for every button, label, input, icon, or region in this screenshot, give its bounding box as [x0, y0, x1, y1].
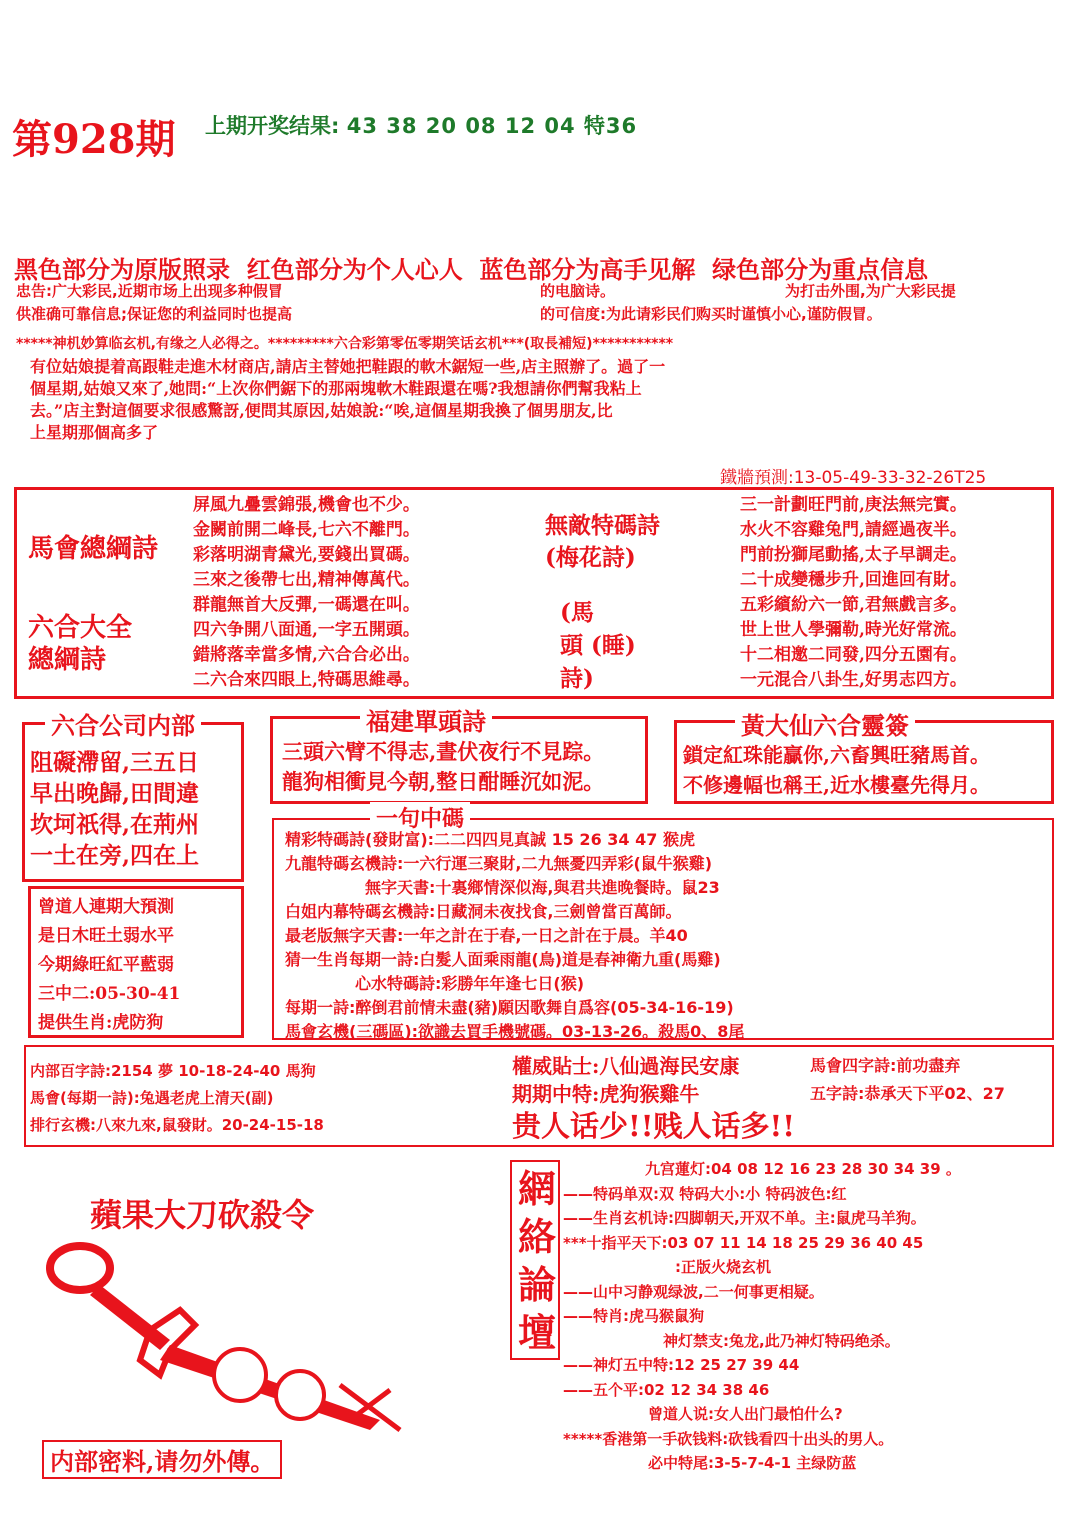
huang-title: 黃大仙六合靈簽: [735, 706, 915, 741]
liuhe-company-line: 坎坷祇得,在荊州: [30, 811, 200, 838]
center-poem-line: 無敵特碼詩: [545, 512, 660, 539]
liuhe-company-line: 一土在旁,四在上: [30, 842, 200, 869]
liuhe-company-line: 早出晚歸,田間違: [30, 780, 200, 807]
forum-line: ——特肖:虎马猴鼠狗: [563, 1307, 704, 1325]
authority-line1-left: 權威貼士:八仙過海民安康: [512, 1054, 740, 1078]
joke-line: 上星期那個高多了: [30, 423, 159, 442]
label-liuhe-line: 六合大全: [28, 613, 133, 643]
one-sentence-line: 心水特碼詩:彩勝年年逢七日(猴): [355, 974, 585, 993]
apple-footer: 内部密料,请勿外傳。: [42, 1440, 282, 1479]
poem-line: 門前扮獅尾動搖,太子早調走。: [740, 545, 967, 565]
poem-line: 一元混合八卦生,好男志四方。: [740, 670, 967, 690]
sword-illustration: [20, 1230, 440, 1440]
center-horse-line: 頭 (睡): [560, 632, 636, 659]
inner-lines: [30, 1058, 324, 1139]
label-horse-poem: 馬會總綱詩: [28, 534, 159, 564]
one-sentence-line: 馬會玄機(三碼區):欲識去買手機號碼。03-13-26。殺馬0、8尾: [285, 1022, 745, 1041]
zeng-line: 三中二:05-30-41: [38, 984, 181, 1004]
joke-line: 去。”店主對這個要求很感驚訝,便問其原因,姑娘說:“唉,這個星期我換了個男朋友,比: [30, 401, 613, 420]
sword-grip: [90, 1285, 170, 1350]
forum-line: ***十指平天下:03 07 11 14 18 25 29 36 40 45: [563, 1233, 924, 1252]
authority-line2-left: 期期中特:虎狗猴雞牛: [512, 1082, 700, 1106]
poem-line: 屏風九疊雲錦張,機會也不少。: [193, 495, 420, 515]
one-sentence-line: 無字天書:十裏鄉情深似海,與君共進晚餐時。鼠23: [365, 878, 720, 897]
legend-green: 绿色部分为重点信息: [712, 256, 929, 284]
authority-line1-right: 馬會四字詩:前功盡弃: [810, 1056, 961, 1075]
center-poem-line: (梅花詩): [545, 544, 636, 571]
liuhe-company-title: 六合公司内部: [45, 706, 201, 741]
fujian-title: 福建單頭詩: [360, 702, 492, 737]
center-horse-line: 詩): [560, 665, 594, 692]
huang-lines: [683, 740, 990, 800]
last-result: [205, 110, 637, 140]
fujian-lines: [282, 737, 604, 797]
forum-title-char: 網: [517, 1166, 556, 1211]
zeng-line: 提供生肖:虎防狗: [38, 1013, 164, 1033]
one-sentence-line: 每期一詩:醉倒君前情未盡(豬)願因歌舞自爲容(05-34-16-19): [285, 998, 734, 1017]
notice-line1-mid: 的电脑诗。: [540, 282, 616, 300]
forum-line: ——五个平:02 12 34 38 46: [563, 1380, 770, 1399]
apple-title: 蘋果大刀砍殺令: [90, 1196, 315, 1234]
forum-title-char: 絡: [517, 1214, 556, 1259]
inner-line: 馬會(每期一詩):兔遇老虎上清天(副): [30, 1089, 274, 1107]
forum-line: 必中特尾:3-5-7-4-1 主绿防蓝: [648, 1454, 857, 1472]
authority-line2-right: 五字詩:恭承天下平02、27: [810, 1084, 1005, 1103]
huang-line: 鎖定紅珠能贏你,六畜興旺豬馬首。: [683, 743, 990, 767]
one-sentence-line: 猜一生肖每期一詩:白髮人面乘雨龍(鳥)道是春神衛九重(馬雞): [285, 950, 721, 969]
poem-line: 二十成變穩步升,回進回有財。: [740, 570, 967, 590]
poem-line: 群龍無首大反彈,一碼還在叫。: [193, 595, 420, 615]
zeng-line: 今期綠旺紅平藍弱: [38, 955, 174, 975]
huang-line: 不修邊幅也稱王,近水樓臺先得月。: [683, 773, 990, 797]
zeng-line: 是日木旺土弱水平: [38, 926, 174, 946]
one-sentence-lines: [285, 828, 744, 1044]
poem-line: 彩落明湖青黛光,要錢出買碼。: [193, 545, 420, 565]
zeng-title: 曾道人連期大預測: [38, 897, 174, 917]
notice-line2-mid: 的可信度:为此请彩民们购买时谨慎小心,谨防假冒。: [540, 305, 882, 323]
label-liuhe-poem: [28, 612, 132, 676]
last-result-numbers: 43 38 20 08 12 04 特36: [346, 114, 638, 138]
forum-line: *****香港第一手砍钱料:砍钱看四十出头的男人。: [563, 1429, 894, 1448]
last-result-label: 上期开奖结果:: [205, 114, 340, 138]
legend-blue: 蓝色部分为高手见解: [479, 256, 696, 284]
legend-red: 红色部分为个人心人: [246, 256, 463, 284]
forum-line: 九宫蓮灯:04 08 12 16 23 28 30 34 39 。: [645, 1160, 961, 1178]
poem-right-lines: [740, 493, 967, 693]
notice-line1-left: 忠告:广大彩民,近期市场上出现多种假冒: [16, 282, 283, 300]
joke-line: 有位姑娘提着高跟鞋走進木材商店,請店主替她把鞋跟的軟木鋸短一些,店主照辦了。過了一: [30, 357, 666, 376]
forum-line: ——特码单双:双 特码大小:小 特码波色:红: [563, 1184, 847, 1203]
liuhe-company-lines: [30, 747, 199, 871]
joke-line: 個星期,姑娘又來了,她問:“上次你們鋸下的那兩塊軟木鞋跟還在嗎?我想請你們幫我粘上: [30, 379, 642, 398]
prediction: 鐵牆預測:13-05-49-33-32-26T25: [720, 468, 987, 488]
inner-line: 排行玄機:八來九來,鼠發財。20-24-15-18: [30, 1116, 324, 1134]
notice-line1-right: 为打击外围,为广大彩民提: [785, 282, 956, 300]
joke-heading: *****神机妙算临玄机,有缘之人必得之。*********六合彩第零伍零期笑话玄机***(取長補短)***********: [16, 336, 674, 352]
forum-title-char: 壇: [517, 1310, 556, 1355]
forum-line: ——生肖玄机诗:四脚朝天,开双不单。主:鼠虎马羊狗。: [563, 1209, 926, 1227]
poem-line: 錯將落幸當多情,六合合必出。: [193, 645, 420, 665]
center-horse-line: (馬: [560, 599, 594, 626]
forum-lines: [563, 1157, 961, 1476]
poem-line: 二六合來四眼上,特碼思維尋。: [193, 670, 420, 690]
sword-pommel: [50, 1246, 110, 1290]
fujian-line: 龍狗相衝見今朝,整日酣睡沉如泥。: [282, 769, 605, 794]
one-sentence-line: 白姐内幕特碼玄機詩:日藏洞未夜找食,三劍曾當百萬師。: [285, 902, 682, 921]
poem-line: 金闕前開二峰長,七六不離門。: [193, 520, 420, 540]
one-sentence-title: 一句中碼: [370, 802, 470, 833]
forum-line: :正版火烧玄机: [675, 1258, 771, 1276]
fujian-line: 三頭六臂不得志,晝伏夜行不見踪。: [282, 739, 605, 764]
zeng-lines: [38, 893, 180, 1038]
forum-line: ——神灯五中特:12 25 27 39 44: [563, 1356, 800, 1374]
poem-line: 四六争開八面通,一字五開頭。: [193, 620, 420, 640]
joke-body: [30, 356, 665, 444]
poem-line: 三來之後帶七出,精神傳萬代。: [193, 570, 420, 590]
forum-line: ——山中习静观绿波,二一何事更相疑。: [563, 1282, 824, 1301]
forum-title-char: 論: [517, 1262, 556, 1307]
poem-line: 世上世人學彌勒,時光好常流。: [740, 620, 967, 640]
notice-line2-left: 供准确可靠信息;保证您的利益同时也提高: [16, 305, 293, 323]
one-sentence-line: 最老版無字天書:一年之計在于春,一日之計在于晨。羊40: [285, 926, 688, 945]
forum-line: 曾道人说:女人出门最怕什么?: [648, 1405, 843, 1423]
poem-line: 水火不容雞兔門,請經過夜半。: [740, 520, 967, 540]
one-sentence-line: 九龍特碼玄機詩:一六行運三聚財,二九無憂四弄彩(鼠牛猴雞): [285, 854, 713, 873]
center-poem-title: [545, 510, 660, 574]
one-sentence-line: 精彩特碼詩(發財富):二二四四見真誠 15 26 34 47 猴虎: [285, 830, 695, 849]
label-liuhe-line: 總綱詩: [28, 645, 107, 675]
forum-vertical-title: [514, 1165, 560, 1357]
legend-black: 黑色部分为原版照录: [14, 256, 230, 284]
sword-ornament: [214, 1349, 266, 1401]
poem-line: 五彩繽紛六一節,君無戲言多。: [740, 595, 967, 615]
issue-number: 第928期: [12, 116, 176, 163]
inner-line: 内部百字詩:2154 夢 10-18-24-40 馬狗: [30, 1062, 316, 1080]
poem-left-lines: [193, 493, 420, 693]
poem-line: 三一計劃旺門前,庚法無完實。: [740, 495, 967, 515]
slogan: 贵人话少!!贱人话多!!: [512, 1109, 795, 1143]
poem-line: 十二相邀二同發,四分五園有。: [740, 645, 967, 665]
liuhe-company-line: 阻礙滯留,三五日: [30, 749, 200, 776]
center-horse-title: [560, 596, 636, 695]
sword-ornament: [276, 1371, 324, 1419]
forum-line: 神灯禁支:兔龙,此乃神灯特码绝杀。: [663, 1331, 900, 1350]
